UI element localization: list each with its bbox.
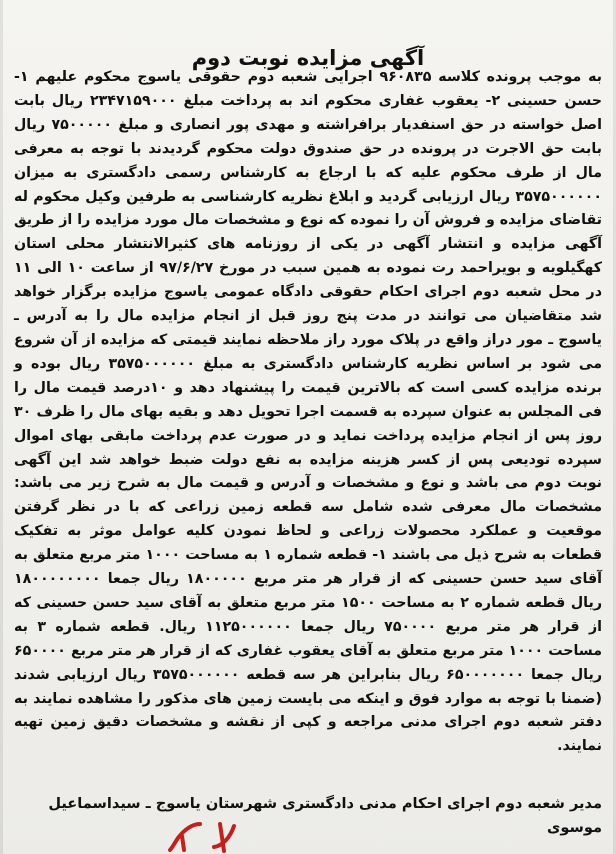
signature-line-2: موسوی xyxy=(546,819,602,836)
signature-block xyxy=(14,792,602,840)
handwritten-number-42 xyxy=(164,816,244,854)
ad-title: آگهی مزایده نوبت دوم xyxy=(191,46,425,71)
signature-line-1: مدیر شعبه دوم اجرای احکام مدنی دادگستری شهرستان یاسوج ـ سیداسماعیل xyxy=(48,795,602,812)
page-edge-left xyxy=(0,0,3,854)
ad-body: به موجب پرونده کلاسه ۹۶۰۸۳۵ اجرایی شعبه دوم حقوقی یاسوج محکوم علیهم ۱- حسن حسینی ۲- یعقوب غفاری محکوم اند به پرداخت مبلغ ۲۳۴۷۱۵۹۰۰۰ ریال بابت اصل خواسته در حق اسنفدیار برافراشته و مهدی پور انصاری و مبلغ ۷۵۰۰۰۰۰ ریال بابت حق الاجرت در پرونده در حق صندوق دولت محکوم گردیدند با توجه به معرفی مال از طرف محکوم علیه که با ارجاع به کارشناس رسمی دادگستری به میزان ۳۵۷۵۰۰۰۰۰۰ ریال ارزیابی گردید و ابلاغ نظریه کارشناسی به طرفین وکیل محکوم له تقاضای مزایده و فروش آن را نموده که نوع و مشخصات مال مورد مزایده را از طریق آگهی مزایده و انتشار آگهی در یکی از روزنامه های کثیرالانتشار محلی استان کهگیلویه و بویراحمد رت نموده به همین سبب در مورخ ۹۷/۶/۲۷ از ساعت ۱۰ الی ۱۱ در محل شعبه دوم اجرای احکام حقوقی دادگاه عمومی یاسوج مزایده برگزار خواهد شد متقاضیان می توانند در مدت پنج روز قبل از انجام مزایده مال را به آدرس ـ یاسوج ـ مور دراز واقع در پلاک مورد راز ملاحظه نمایند قیمتی که مزایده از آن شروع می شود بر اساس نظریه کارشناس دادگستری به مبلغ ۳۵۷۵۰۰۰۰۰۰ ریال بوده و برنده مزایده کسی است که بالاترین قیمت را پیشنهاد دهد و ۱۰درصد قیمت مال را فی المجلس به عنوان سپرده به قسمت اجرا تحویل دهد و بقیه بهای مال را ظرف ۳۰ روز پس از انجام مزایده پرداخت نماید و در صورت عدم پرداخت مابقی بهای اموال سپرده تودیعی پس از کسر هزینه مزایده به نفع دولت ضبط خواهد شد این آگهی نوبت دوم می باشد و نوع و مشخصات و آدرس و قیمت مال به شرح زیر می باشد: مشخصات مال معرفی شده شامل سه قطعه زمین زراعی که با در نظر گرفتن موقعیت و عملکرد محصولات زراعی و لحاظ نمودن کلیه عوامل موثر به تفکیک قطعات به شرح ذیل می باشند ۱- قطعه شماره ۱ به مساحت ۱۰۰۰ متر مربع متعلق به آقای سید حسن حسینی که از قرار هر متر مربع ۱۸۰۰۰۰۰ ریال جمعا ۱۸۰۰۰۰۰۰۰۰ ریال قطعه شماره ۲ به مساحت ۱۵۰۰ متر مربع متعلق به آقای سید حسن حسینی که از قرار هر متر مربع ۷۵۰۰۰۰ ریال جمعا ۱۱۲۵۰۰۰۰۰۰ ریال. قطعه شماره ۳ به مساحت ۱۰۰۰ متر مربع متعلق به آقای یعقوب غفاری که از قرار هر متر مربع ۶۵۰۰۰۰ ریال جمعا ۶۵۰۰۰۰۰۰۰ ریال بنابراین هر سه قطعه ۳۵۷۵۰۰۰۰۰۰ ریال ارزیابی شدند (ضمنا با توجه به موارد فوق و اینکه می بایست زمین های مذکور را مشاهده نمایند به دفتر شعبه دوم اجرای مدنی مراجعه و کپی از نقشه و مشخصات دقیق زمین تهیه نمایند. xyxy=(14,69,603,755)
